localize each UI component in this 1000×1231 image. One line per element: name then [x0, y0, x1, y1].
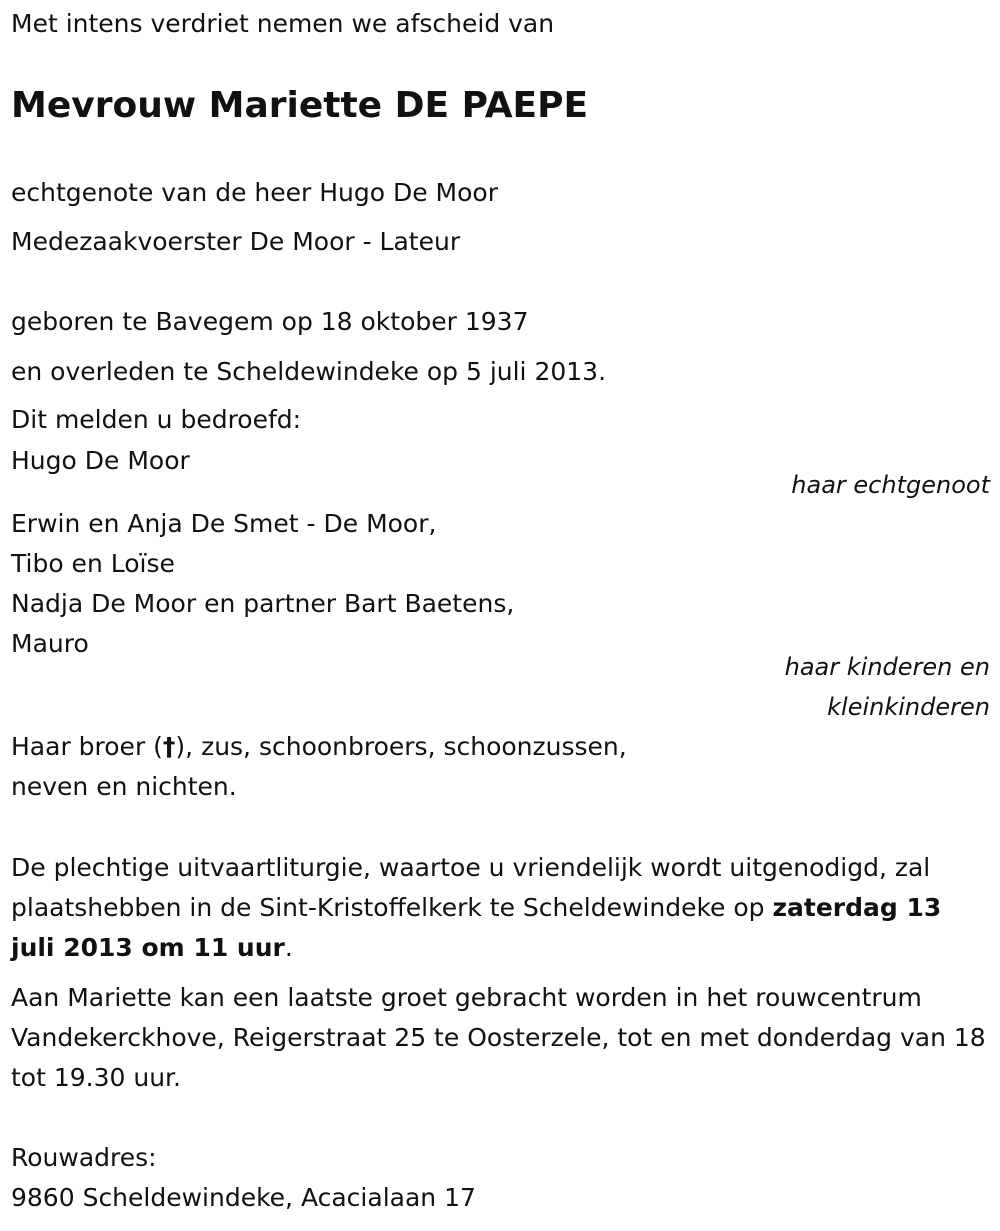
spouse-relation: haar echtgenoot	[791, 471, 990, 499]
birth-line: geboren te Bavegem op 18 oktober 1937	[11, 307, 529, 336]
role-line: Medezaakvoerster De Moor - Lateur	[11, 227, 461, 256]
funeral-date: zaterdag 13 juli 2013 om 11 uur	[11, 893, 942, 962]
cross-icon: †	[162, 732, 176, 761]
spouse-name: Hugo De Moor	[11, 446, 190, 475]
children-line: Mauro	[11, 629, 89, 658]
address-label: Rouwadres:	[11, 1143, 157, 1172]
family-line-1	[11, 731, 627, 763]
deceased-name: Mevrouw Mariette DE PAEPE	[11, 85, 589, 126]
children-relation-line1: haar kinderen en	[784, 653, 990, 681]
spouse-of-line: echtgenote van de heer Hugo De Moor	[11, 178, 498, 207]
viewing-paragraph: Aan Mariette kan een laatste groet gebracht worden in het rouwcentrum Vandekerckhove, Reigerstraat 25 te Oosterzele, tot en met donderdag van 18 tot 19.30 uur.	[11, 983, 986, 1092]
funeral-text: De plechtige uitvaartliturgie, waartoe u vriendelijk wordt uitgenodigd, zal plaatshebben in de Sint-Kristoffelkerk te Scheldewindeke op	[11, 853, 931, 922]
announce-intro: Dit melden u bedroefd:	[11, 405, 302, 434]
family-line-1-start: Haar broer (	[11, 732, 163, 761]
family-line-2: neven en nichten.	[11, 772, 237, 801]
children-line: Nadja De Moor en partner Bart Baetens,	[11, 589, 515, 618]
intro-text: Met intens verdriet nemen we afscheid van	[11, 9, 555, 38]
family-line-1-end: ), zus, schoonbroers, schoonzussen,	[175, 732, 627, 761]
funeral-text-end: .	[284, 933, 293, 962]
address-value: 9860 Scheldewindeke, Acacialaan 17	[11, 1183, 476, 1212]
funeral-paragraph	[11, 848, 991, 968]
children-line: Erwin en Anja De Smet - De Moor,	[11, 509, 437, 538]
children-relation-line2: kleinkinderen	[827, 693, 990, 721]
children-line: Tibo en Loïse	[11, 549, 175, 578]
death-line: en overleden te Scheldewindeke op 5 juli 2013.	[11, 357, 607, 386]
